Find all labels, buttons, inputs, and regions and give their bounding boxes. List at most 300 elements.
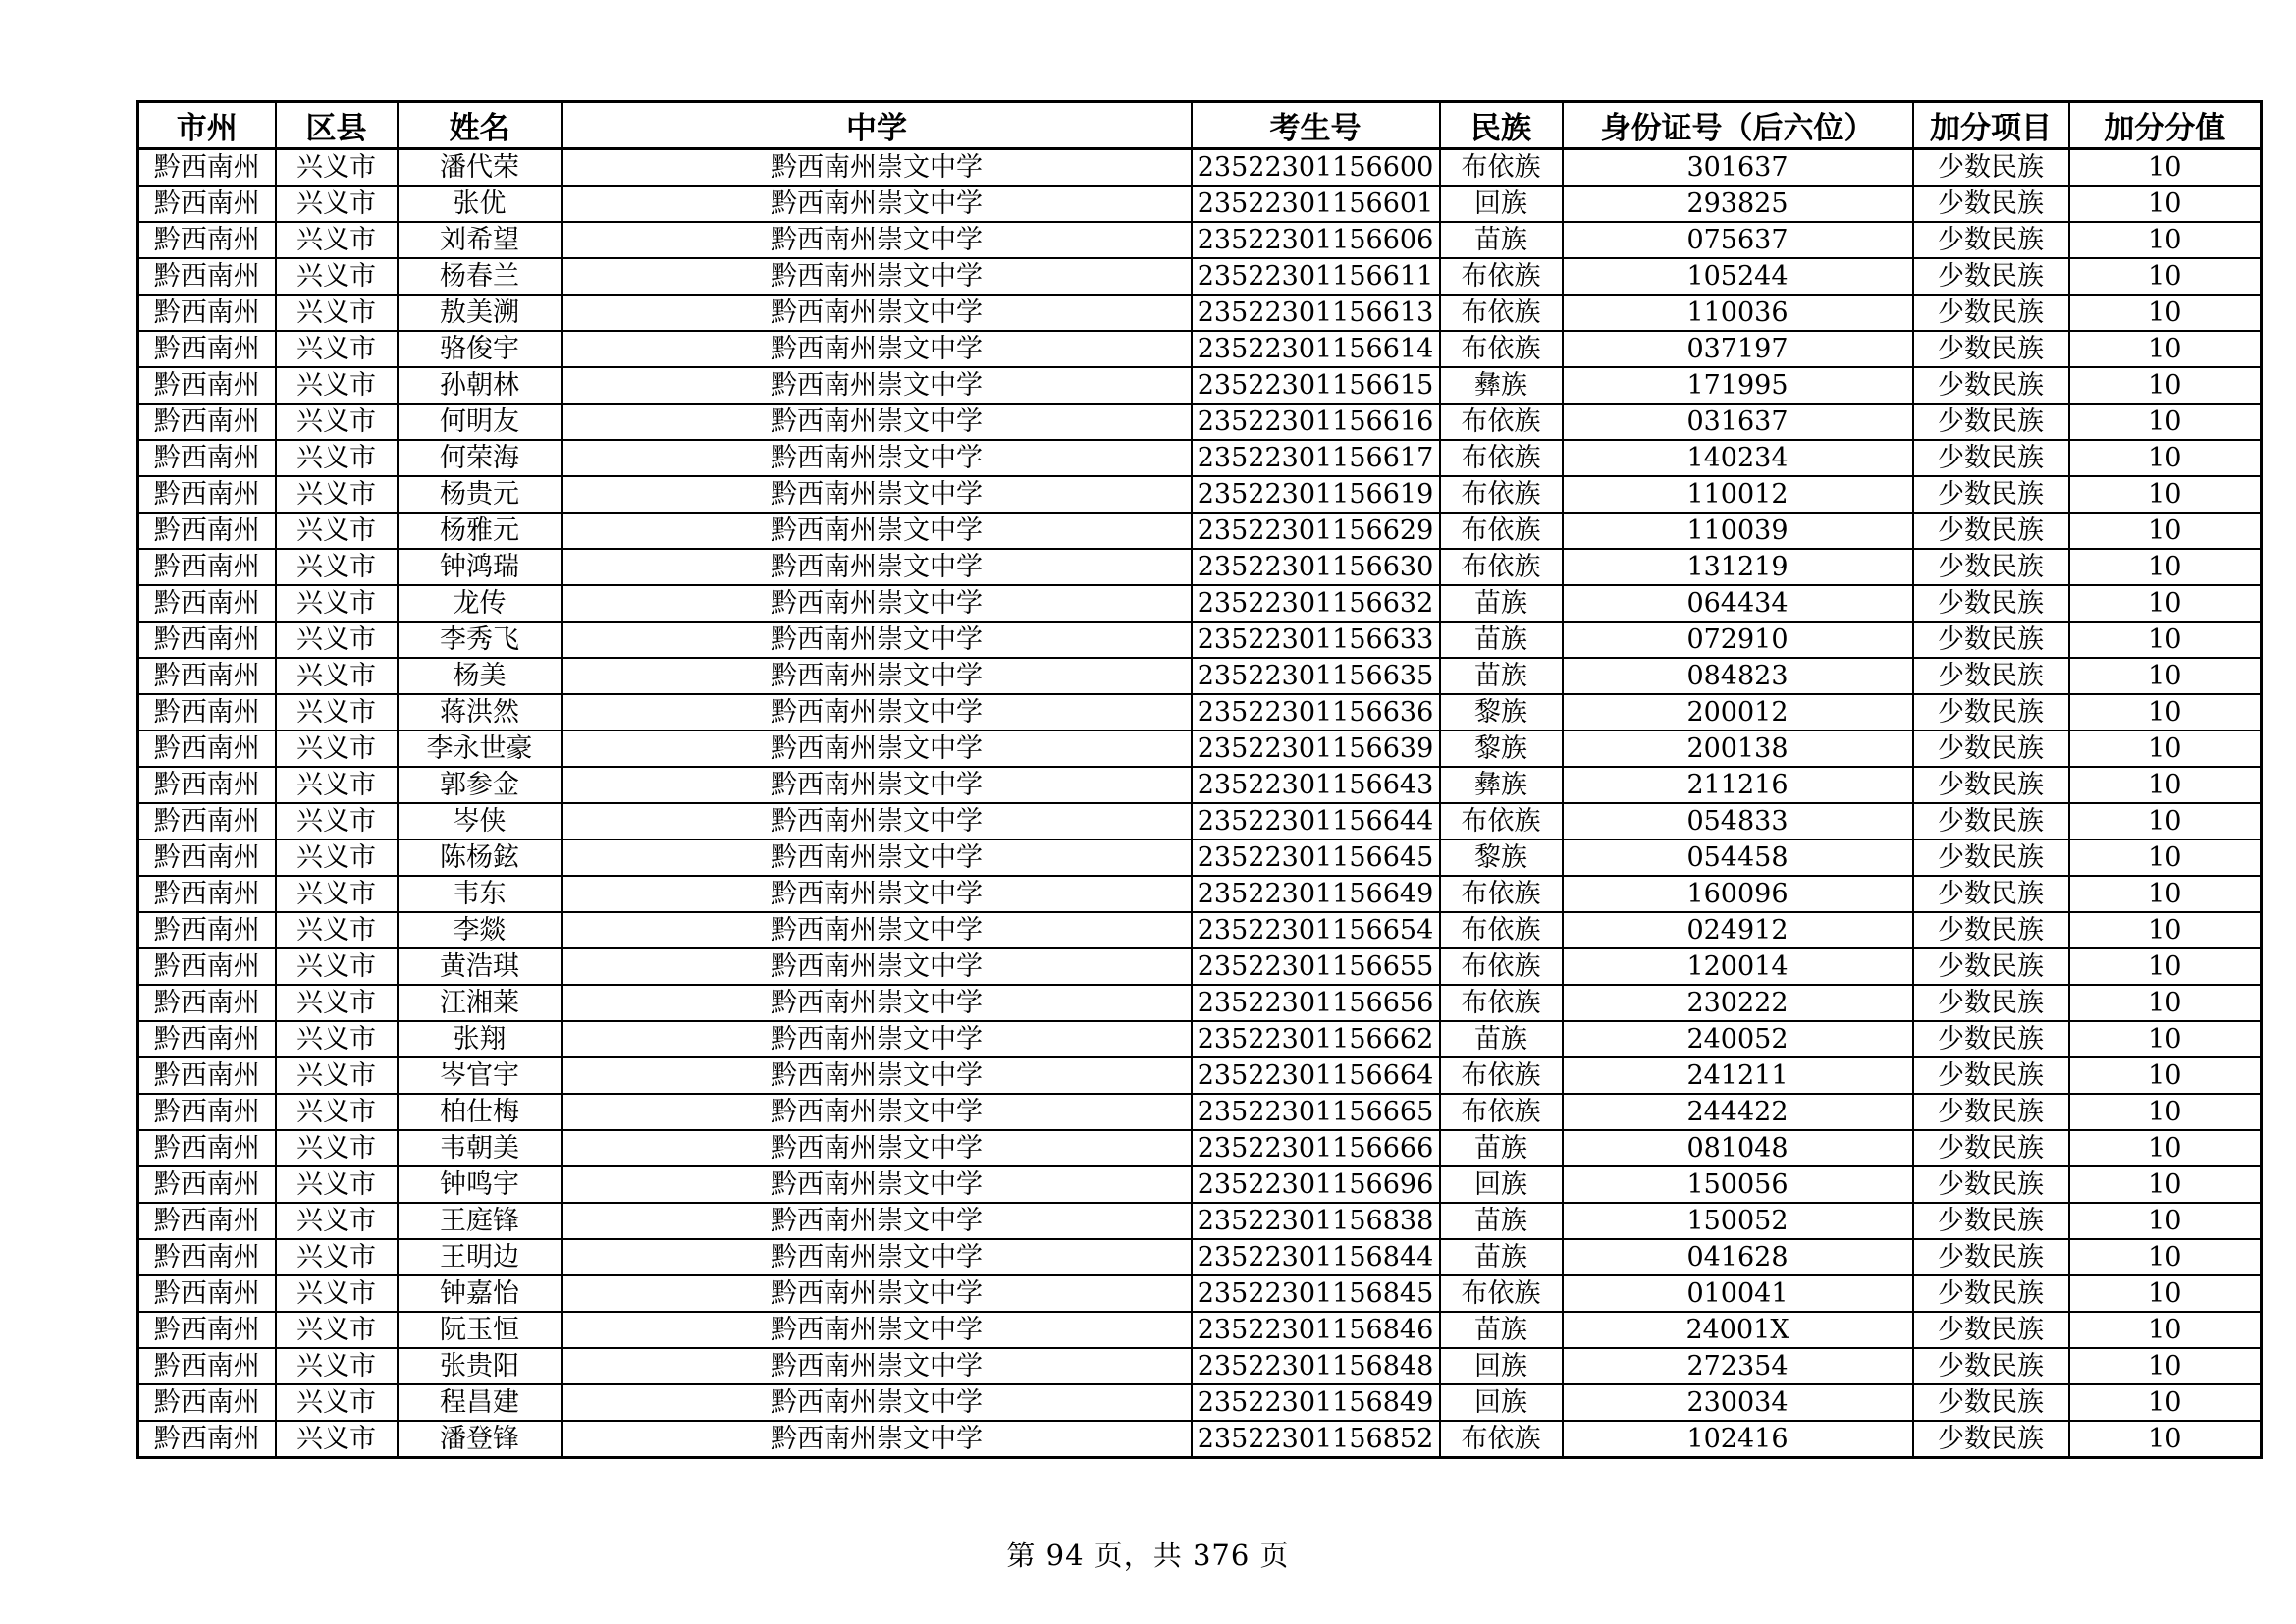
bonus-item-cell: 少数民族 xyxy=(1913,1275,2069,1312)
id-suffix-column-header: 身份证号（后六位） xyxy=(1563,102,1913,149)
city-cell: 黔西南州 xyxy=(138,258,276,295)
city-cell: 黔西南州 xyxy=(138,1421,276,1458)
ethnicity-cell: 布依族 xyxy=(1440,404,1563,440)
school-cell: 黔西南州崇文中学 xyxy=(562,1021,1192,1057)
city-cell: 黔西南州 xyxy=(138,803,276,839)
ethnicity-cell: 布依族 xyxy=(1440,258,1563,295)
district-cell: 兴义市 xyxy=(276,1203,398,1239)
bonus-item-cell: 少数民族 xyxy=(1913,1203,2069,1239)
district-cell: 兴义市 xyxy=(276,912,398,948)
ethnicity-cell: 彝族 xyxy=(1440,767,1563,803)
bonus-value-cell: 10 xyxy=(2069,331,2262,367)
bonus-item-column-header: 加分项目 xyxy=(1913,102,2069,149)
exam-id-cell: 23522301156838 xyxy=(1192,1203,1440,1239)
exam-id-cell: 23522301156656 xyxy=(1192,985,1440,1021)
district-cell: 兴义市 xyxy=(276,803,398,839)
id-suffix-cell: 131219 xyxy=(1563,549,1913,585)
school-cell: 黔西南州崇文中学 xyxy=(562,367,1192,404)
exam-id-cell: 23522301156633 xyxy=(1192,622,1440,658)
exam-id-cell: 23522301156639 xyxy=(1192,731,1440,767)
city-cell: 黔西南州 xyxy=(138,1312,276,1348)
bonus-item-cell: 少数民族 xyxy=(1913,222,2069,258)
district-cell: 兴义市 xyxy=(276,440,398,476)
bonus-item-cell: 少数民族 xyxy=(1913,694,2069,731)
school-cell: 黔西南州崇文中学 xyxy=(562,1057,1192,1094)
district-column-header: 区县 xyxy=(276,102,398,149)
school-cell: 黔西南州崇文中学 xyxy=(562,476,1192,513)
table-row xyxy=(138,731,2262,767)
table-row xyxy=(138,622,2262,658)
bonus-item-cell: 少数民族 xyxy=(1913,1348,2069,1384)
ethnicity-cell: 布依族 xyxy=(1440,985,1563,1021)
city-cell: 黔西南州 xyxy=(138,1275,276,1312)
table-row xyxy=(138,803,2262,839)
name-cell: 陈杨鉉 xyxy=(398,839,562,876)
name-cell: 何明友 xyxy=(398,404,562,440)
table-row xyxy=(138,476,2262,513)
table-row xyxy=(138,876,2262,912)
bonus-points-table xyxy=(136,100,2263,1459)
id-suffix-cell: 24001X xyxy=(1563,1312,1913,1348)
id-suffix-cell: 241211 xyxy=(1563,1057,1913,1094)
city-cell: 黔西南州 xyxy=(138,839,276,876)
district-cell: 兴义市 xyxy=(276,585,398,622)
ethnicity-cell: 苗族 xyxy=(1440,585,1563,622)
id-suffix-cell: 054833 xyxy=(1563,803,1913,839)
name-cell: 张翔 xyxy=(398,1021,562,1057)
district-cell: 兴义市 xyxy=(276,985,398,1021)
exam-id-cell: 23522301156611 xyxy=(1192,258,1440,295)
name-cell: 柏仕梅 xyxy=(398,1094,562,1130)
exam-id-cell: 23522301156629 xyxy=(1192,513,1440,549)
city-cell: 黔西南州 xyxy=(138,549,276,585)
bonus-item-cell: 少数民族 xyxy=(1913,258,2069,295)
table-row xyxy=(138,767,2262,803)
district-cell: 兴义市 xyxy=(276,622,398,658)
city-cell: 黔西南州 xyxy=(138,622,276,658)
name-cell: 郭参金 xyxy=(398,767,562,803)
bonus-item-cell: 少数民族 xyxy=(1913,404,2069,440)
school-cell: 黔西南州崇文中学 xyxy=(562,1203,1192,1239)
school-cell: 黔西南州崇文中学 xyxy=(562,222,1192,258)
district-cell: 兴义市 xyxy=(276,149,398,187)
school-cell: 黔西南州崇文中学 xyxy=(562,839,1192,876)
id-suffix-cell: 272354 xyxy=(1563,1348,1913,1384)
id-suffix-cell: 160096 xyxy=(1563,876,1913,912)
name-cell: 杨贵元 xyxy=(398,476,562,513)
bonus-item-cell: 少数民族 xyxy=(1913,549,2069,585)
id-suffix-cell: 024912 xyxy=(1563,912,1913,948)
ethnicity-cell: 布依族 xyxy=(1440,513,1563,549)
district-cell: 兴义市 xyxy=(276,1166,398,1203)
name-cell: 杨春兰 xyxy=(398,258,562,295)
exam-id-cell: 23522301156613 xyxy=(1192,295,1440,331)
table-row xyxy=(138,331,2262,367)
ethnicity-cell: 布依族 xyxy=(1440,1094,1563,1130)
name-cell: 李秀飞 xyxy=(398,622,562,658)
name-cell: 蒋洪然 xyxy=(398,694,562,731)
name-column-header: 姓名 xyxy=(398,102,562,149)
city-cell: 黔西南州 xyxy=(138,1203,276,1239)
table-row xyxy=(138,513,2262,549)
school-cell: 黔西南州崇文中学 xyxy=(562,549,1192,585)
exam-id-cell: 23522301156649 xyxy=(1192,876,1440,912)
district-cell: 兴义市 xyxy=(276,1094,398,1130)
school-cell: 黔西南州崇文中学 xyxy=(562,1348,1192,1384)
id-suffix-cell: 293825 xyxy=(1563,186,1913,222)
name-cell: 黄浩琪 xyxy=(398,948,562,985)
district-cell: 兴义市 xyxy=(276,1021,398,1057)
bonus-item-cell: 少数民族 xyxy=(1913,1057,2069,1094)
city-cell: 黔西南州 xyxy=(138,985,276,1021)
district-cell: 兴义市 xyxy=(276,1275,398,1312)
bonus-value-cell: 10 xyxy=(2069,149,2262,187)
name-cell: 王明边 xyxy=(398,1239,562,1275)
city-cell: 黔西南州 xyxy=(138,186,276,222)
table-row xyxy=(138,549,2262,585)
table-row xyxy=(138,839,2262,876)
ethnicity-cell: 布依族 xyxy=(1440,876,1563,912)
ethnicity-cell: 布依族 xyxy=(1440,1057,1563,1094)
bonus-value-column-header: 加分分值 xyxy=(2069,102,2262,149)
page-footer: 第 94 页，共 376 页 xyxy=(1006,1539,1290,1572)
ethnicity-cell: 回族 xyxy=(1440,1384,1563,1421)
bonus-value-cell: 10 xyxy=(2069,513,2262,549)
bonus-item-cell: 少数民族 xyxy=(1913,803,2069,839)
id-suffix-cell: 031637 xyxy=(1563,404,1913,440)
city-cell: 黔西南州 xyxy=(138,367,276,404)
bonus-value-cell: 10 xyxy=(2069,222,2262,258)
table-row xyxy=(138,295,2262,331)
table-row xyxy=(138,149,2262,187)
exam-id-cell: 23522301156601 xyxy=(1192,186,1440,222)
ethnicity-cell: 布依族 xyxy=(1440,803,1563,839)
table-row xyxy=(138,440,2262,476)
school-cell: 黔西南州崇文中学 xyxy=(562,803,1192,839)
exam-id-cell: 23522301156643 xyxy=(1192,767,1440,803)
ethnicity-cell: 回族 xyxy=(1440,1166,1563,1203)
bonus-item-cell: 少数民族 xyxy=(1913,1384,2069,1421)
exam-id-cell: 23522301156645 xyxy=(1192,839,1440,876)
exam-id-cell: 23522301156846 xyxy=(1192,1312,1440,1348)
id-suffix-cell: 171995 xyxy=(1563,367,1913,404)
name-cell: 韦朝美 xyxy=(398,1130,562,1166)
name-cell: 钟鸿瑞 xyxy=(398,549,562,585)
id-suffix-cell: 041628 xyxy=(1563,1239,1913,1275)
id-suffix-cell: 244422 xyxy=(1563,1094,1913,1130)
name-cell: 钟嘉怡 xyxy=(398,1275,562,1312)
id-suffix-cell: 211216 xyxy=(1563,767,1913,803)
table-row xyxy=(138,1021,2262,1057)
city-cell: 黔西南州 xyxy=(138,1348,276,1384)
name-cell: 钟鸣宇 xyxy=(398,1166,562,1203)
bonus-value-cell: 10 xyxy=(2069,767,2262,803)
bonus-item-cell: 少数民族 xyxy=(1913,331,2069,367)
school-cell: 黔西南州崇文中学 xyxy=(562,731,1192,767)
city-cell: 黔西南州 xyxy=(138,440,276,476)
district-cell: 兴义市 xyxy=(276,186,398,222)
exam-id-cell: 23522301156696 xyxy=(1192,1166,1440,1203)
city-cell: 黔西南州 xyxy=(138,1166,276,1203)
ethnicity-column-header: 民族 xyxy=(1440,102,1563,149)
exam-id-cell: 23522301156615 xyxy=(1192,367,1440,404)
id-suffix-cell: 150056 xyxy=(1563,1166,1913,1203)
id-suffix-cell: 064434 xyxy=(1563,585,1913,622)
ethnicity-cell: 苗族 xyxy=(1440,1130,1563,1166)
id-suffix-cell: 054458 xyxy=(1563,839,1913,876)
school-cell: 黔西南州崇文中学 xyxy=(562,948,1192,985)
ethnicity-cell: 布依族 xyxy=(1440,549,1563,585)
city-cell: 黔西南州 xyxy=(138,767,276,803)
district-cell: 兴义市 xyxy=(276,404,398,440)
district-cell: 兴义市 xyxy=(276,1130,398,1166)
name-cell: 程昌建 xyxy=(398,1384,562,1421)
ethnicity-cell: 苗族 xyxy=(1440,658,1563,694)
bonus-value-cell: 10 xyxy=(2069,367,2262,404)
id-suffix-cell: 081048 xyxy=(1563,1130,1913,1166)
district-cell: 兴义市 xyxy=(276,1239,398,1275)
bonus-value-cell: 10 xyxy=(2069,1094,2262,1130)
name-cell: 杨美 xyxy=(398,658,562,694)
bonus-value-cell: 10 xyxy=(2069,1312,2262,1348)
school-cell: 黔西南州崇文中学 xyxy=(562,585,1192,622)
school-cell: 黔西南州崇文中学 xyxy=(562,912,1192,948)
exam-id-cell: 23522301156635 xyxy=(1192,658,1440,694)
exam-id-cell: 23522301156845 xyxy=(1192,1275,1440,1312)
name-cell: 岑侠 xyxy=(398,803,562,839)
school-cell: 黔西南州崇文中学 xyxy=(562,985,1192,1021)
exam-id-cell: 23522301156666 xyxy=(1192,1130,1440,1166)
city-cell: 黔西南州 xyxy=(138,585,276,622)
school-cell: 黔西南州崇文中学 xyxy=(562,513,1192,549)
district-cell: 兴义市 xyxy=(276,658,398,694)
exam-id-cell: 23522301156644 xyxy=(1192,803,1440,839)
ethnicity-cell: 苗族 xyxy=(1440,1312,1563,1348)
city-cell: 黔西南州 xyxy=(138,658,276,694)
bonus-value-cell: 10 xyxy=(2069,1348,2262,1384)
name-cell: 潘代荣 xyxy=(398,149,562,187)
bonus-item-cell: 少数民族 xyxy=(1913,876,2069,912)
district-cell: 兴义市 xyxy=(276,331,398,367)
ethnicity-cell: 黎族 xyxy=(1440,694,1563,731)
bonus-value-cell: 10 xyxy=(2069,1239,2262,1275)
table-row xyxy=(138,222,2262,258)
bonus-value-cell: 10 xyxy=(2069,1057,2262,1094)
table-row xyxy=(138,1203,2262,1239)
district-cell: 兴义市 xyxy=(276,876,398,912)
school-cell: 黔西南州崇文中学 xyxy=(562,1275,1192,1312)
id-suffix-cell: 240052 xyxy=(1563,1021,1913,1057)
bonus-value-cell: 10 xyxy=(2069,585,2262,622)
ethnicity-cell: 布依族 xyxy=(1440,1275,1563,1312)
district-cell: 兴义市 xyxy=(276,222,398,258)
ethnicity-cell: 布依族 xyxy=(1440,476,1563,513)
exam-id-cell: 23522301156606 xyxy=(1192,222,1440,258)
exam-id-cell: 23522301156632 xyxy=(1192,585,1440,622)
bonus-value-cell: 10 xyxy=(2069,731,2262,767)
exam-id-cell: 23522301156600 xyxy=(1192,149,1440,187)
bonus-item-cell: 少数民族 xyxy=(1913,658,2069,694)
district-cell: 兴义市 xyxy=(276,476,398,513)
bonus-value-cell: 10 xyxy=(2069,1421,2262,1458)
ethnicity-cell: 黎族 xyxy=(1440,731,1563,767)
bonus-value-cell: 10 xyxy=(2069,658,2262,694)
table-row xyxy=(138,1057,2262,1094)
district-cell: 兴义市 xyxy=(276,1421,398,1458)
exam-id-cell: 23522301156849 xyxy=(1192,1384,1440,1421)
bonus-value-cell: 10 xyxy=(2069,1275,2262,1312)
city-cell: 黔西南州 xyxy=(138,1057,276,1094)
school-cell: 黔西南州崇文中学 xyxy=(562,1384,1192,1421)
bonus-item-cell: 少数民族 xyxy=(1913,839,2069,876)
bonus-item-cell: 少数民族 xyxy=(1913,731,2069,767)
bonus-value-cell: 10 xyxy=(2069,948,2262,985)
city-cell: 黔西南州 xyxy=(138,295,276,331)
bonus-value-cell: 10 xyxy=(2069,1203,2262,1239)
table-row xyxy=(138,694,2262,731)
name-cell: 李永世豪 xyxy=(398,731,562,767)
bonus-value-cell: 10 xyxy=(2069,985,2262,1021)
city-cell: 黔西南州 xyxy=(138,513,276,549)
bonus-value-cell: 10 xyxy=(2069,803,2262,839)
district-cell: 兴义市 xyxy=(276,767,398,803)
ethnicity-cell: 布依族 xyxy=(1440,149,1563,187)
bonus-item-cell: 少数民族 xyxy=(1913,622,2069,658)
school-cell: 黔西南州崇文中学 xyxy=(562,295,1192,331)
exam-id-cell: 23522301156844 xyxy=(1192,1239,1440,1275)
bonus-item-cell: 少数民族 xyxy=(1913,948,2069,985)
bonus-value-cell: 10 xyxy=(2069,839,2262,876)
school-cell: 黔西南州崇文中学 xyxy=(562,694,1192,731)
id-suffix-cell: 084823 xyxy=(1563,658,1913,694)
name-cell: 潘登锋 xyxy=(398,1421,562,1458)
table-row xyxy=(138,1421,2262,1458)
school-cell: 黔西南州崇文中学 xyxy=(562,876,1192,912)
school-cell: 黔西南州崇文中学 xyxy=(562,1239,1192,1275)
ethnicity-cell: 回族 xyxy=(1440,186,1563,222)
bonus-value-cell: 10 xyxy=(2069,1021,2262,1057)
city-cell: 黔西南州 xyxy=(138,1130,276,1166)
bonus-value-cell: 10 xyxy=(2069,876,2262,912)
exam-id-cell: 23522301156655 xyxy=(1192,948,1440,985)
school-cell: 黔西南州崇文中学 xyxy=(562,1130,1192,1166)
city-cell: 黔西南州 xyxy=(138,1021,276,1057)
district-cell: 兴义市 xyxy=(276,1057,398,1094)
bonus-item-cell: 少数民族 xyxy=(1913,1021,2069,1057)
exam-id-cell: 23522301156614 xyxy=(1192,331,1440,367)
id-suffix-cell: 037197 xyxy=(1563,331,1913,367)
school-cell: 黔西南州崇文中学 xyxy=(562,149,1192,187)
id-suffix-cell: 230034 xyxy=(1563,1384,1913,1421)
school-cell: 黔西南州崇文中学 xyxy=(562,1421,1192,1458)
bonus-value-cell: 10 xyxy=(2069,622,2262,658)
table-row xyxy=(138,258,2262,295)
bonus-value-cell: 10 xyxy=(2069,295,2262,331)
table-row xyxy=(138,948,2262,985)
ethnicity-cell: 布依族 xyxy=(1440,948,1563,985)
exam-id-cell: 23522301156848 xyxy=(1192,1348,1440,1384)
ethnicity-cell: 布依族 xyxy=(1440,331,1563,367)
id-suffix-cell: 200138 xyxy=(1563,731,1913,767)
bonus-value-cell: 10 xyxy=(2069,404,2262,440)
exam-id-cell: 23522301156616 xyxy=(1192,404,1440,440)
name-cell: 刘希望 xyxy=(398,222,562,258)
ethnicity-cell: 布依族 xyxy=(1440,912,1563,948)
ethnicity-cell: 布依族 xyxy=(1440,1421,1563,1458)
ethnicity-cell: 苗族 xyxy=(1440,1239,1563,1275)
name-cell: 何荣海 xyxy=(398,440,562,476)
city-cell: 黔西南州 xyxy=(138,404,276,440)
id-suffix-cell: 200012 xyxy=(1563,694,1913,731)
name-cell: 敖美溯 xyxy=(398,295,562,331)
bonus-item-cell: 少数民族 xyxy=(1913,513,2069,549)
city-cell: 黔西南州 xyxy=(138,1094,276,1130)
name-cell: 汪湘莱 xyxy=(398,985,562,1021)
bonus-item-cell: 少数民族 xyxy=(1913,476,2069,513)
ethnicity-cell: 黎族 xyxy=(1440,839,1563,876)
table-row xyxy=(138,985,2262,1021)
bonus-value-cell: 10 xyxy=(2069,476,2262,513)
name-cell: 龙传 xyxy=(398,585,562,622)
bonus-value-cell: 10 xyxy=(2069,694,2262,731)
bonus-item-cell: 少数民族 xyxy=(1913,1094,2069,1130)
id-suffix-cell: 110036 xyxy=(1563,295,1913,331)
city-cell: 黔西南州 xyxy=(138,1239,276,1275)
school-column-header: 中学 xyxy=(562,102,1192,149)
district-cell: 兴义市 xyxy=(276,694,398,731)
school-cell: 黔西南州崇文中学 xyxy=(562,1094,1192,1130)
bonus-value-cell: 10 xyxy=(2069,1384,2262,1421)
id-suffix-cell: 120014 xyxy=(1563,948,1913,985)
id-suffix-cell: 150052 xyxy=(1563,1203,1913,1239)
school-cell: 黔西南州崇文中学 xyxy=(562,658,1192,694)
district-cell: 兴义市 xyxy=(276,1384,398,1421)
table-body xyxy=(138,149,2262,1458)
district-cell: 兴义市 xyxy=(276,258,398,295)
bonus-value-cell: 10 xyxy=(2069,258,2262,295)
name-cell: 阮玉恒 xyxy=(398,1312,562,1348)
id-suffix-cell: 072910 xyxy=(1563,622,1913,658)
table-row xyxy=(138,658,2262,694)
ethnicity-cell: 苗族 xyxy=(1440,622,1563,658)
school-cell: 黔西南州崇文中学 xyxy=(562,440,1192,476)
district-cell: 兴义市 xyxy=(276,1348,398,1384)
school-cell: 黔西南州崇文中学 xyxy=(562,767,1192,803)
city-cell: 黔西南州 xyxy=(138,876,276,912)
city-cell: 黔西南州 xyxy=(138,694,276,731)
bonus-item-cell: 少数民族 xyxy=(1913,985,2069,1021)
exam-id-cell: 23522301156852 xyxy=(1192,1421,1440,1458)
id-suffix-cell: 102416 xyxy=(1563,1421,1913,1458)
bonus-item-cell: 少数民族 xyxy=(1913,440,2069,476)
id-suffix-cell: 110039 xyxy=(1563,513,1913,549)
id-suffix-cell: 010041 xyxy=(1563,1275,1913,1312)
bonus-item-cell: 少数民族 xyxy=(1913,912,2069,948)
bonus-item-cell: 少数民族 xyxy=(1913,1166,2069,1203)
district-cell: 兴义市 xyxy=(276,295,398,331)
ethnicity-cell: 布依族 xyxy=(1440,295,1563,331)
exam-id-cell: 23522301156617 xyxy=(1192,440,1440,476)
id-suffix-cell: 075637 xyxy=(1563,222,1913,258)
table-row xyxy=(138,186,2262,222)
bonus-value-cell: 10 xyxy=(2069,186,2262,222)
bonus-value-cell: 10 xyxy=(2069,549,2262,585)
school-cell: 黔西南州崇文中学 xyxy=(562,1312,1192,1348)
table-row xyxy=(138,367,2262,404)
exam-id-cell: 23522301156636 xyxy=(1192,694,1440,731)
city-cell: 黔西南州 xyxy=(138,1384,276,1421)
district-cell: 兴义市 xyxy=(276,839,398,876)
